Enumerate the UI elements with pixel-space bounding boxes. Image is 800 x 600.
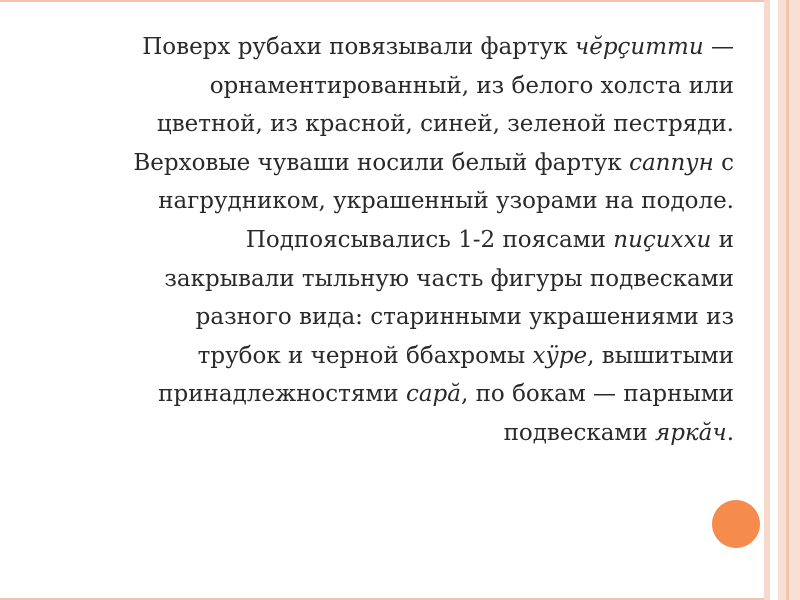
- text-line: [60, 260, 734, 299]
- italic-term: пиçиххи: [613, 226, 712, 253]
- text-segment: .: [726, 419, 734, 446]
- frame-top-border: [0, 0, 764, 2]
- text-segment: цветной, из красной, синей, зеленой пестряди.: [156, 111, 734, 138]
- italic-term: яркăч: [654, 419, 727, 446]
- text-segment: с: [713, 149, 734, 176]
- body-text: [60, 28, 734, 453]
- decorative-stripe-right: [778, 0, 800, 600]
- text-segment: Подпоясывались 1-2 поясами: [245, 226, 614, 253]
- italic-term: сарă: [405, 381, 461, 408]
- text-line: [60, 67, 734, 106]
- decorative-stripe-gap: [770, 0, 778, 600]
- text-segment: , по бокам — парными: [460, 381, 734, 408]
- decorative-stripe-line: [786, 0, 789, 600]
- text-segment: , вышитыми: [587, 342, 734, 369]
- text-segment: орнаментированный, из белого холста или: [209, 72, 734, 99]
- italic-term: хӱре: [532, 342, 588, 369]
- text-line: [60, 221, 734, 260]
- text-segment: и: [711, 226, 734, 253]
- text-segment: Верховые чуваши носили белый фартук: [133, 149, 630, 176]
- text-line: [60, 105, 734, 144]
- text-segment: —: [703, 34, 734, 60]
- text-segment: подвесками: [503, 419, 655, 446]
- text-segment: закрывали тыльную часть фигуры подвесками: [164, 265, 734, 292]
- text-line: [60, 28, 734, 67]
- text-segment: трубок и черной ббахромы: [197, 342, 533, 369]
- text-segment: разного вида: старинными украшениями из: [195, 304, 734, 331]
- italic-term: саппун: [629, 149, 714, 176]
- text-segment: принадлежностями: [158, 381, 406, 408]
- text-segment: Поверх рубахи повязывали фартук: [142, 34, 575, 60]
- orange-circle-decoration: [712, 500, 760, 548]
- text-line: [60, 337, 734, 376]
- text-line: [60, 414, 734, 453]
- text-line: [60, 144, 734, 183]
- text-segment: нагрудником, украшенный узорами на подоле.: [158, 188, 734, 215]
- text-line: [60, 182, 734, 221]
- italic-term: чĕрçитти: [574, 34, 704, 60]
- text-line: [60, 298, 734, 337]
- text-line: [60, 375, 734, 414]
